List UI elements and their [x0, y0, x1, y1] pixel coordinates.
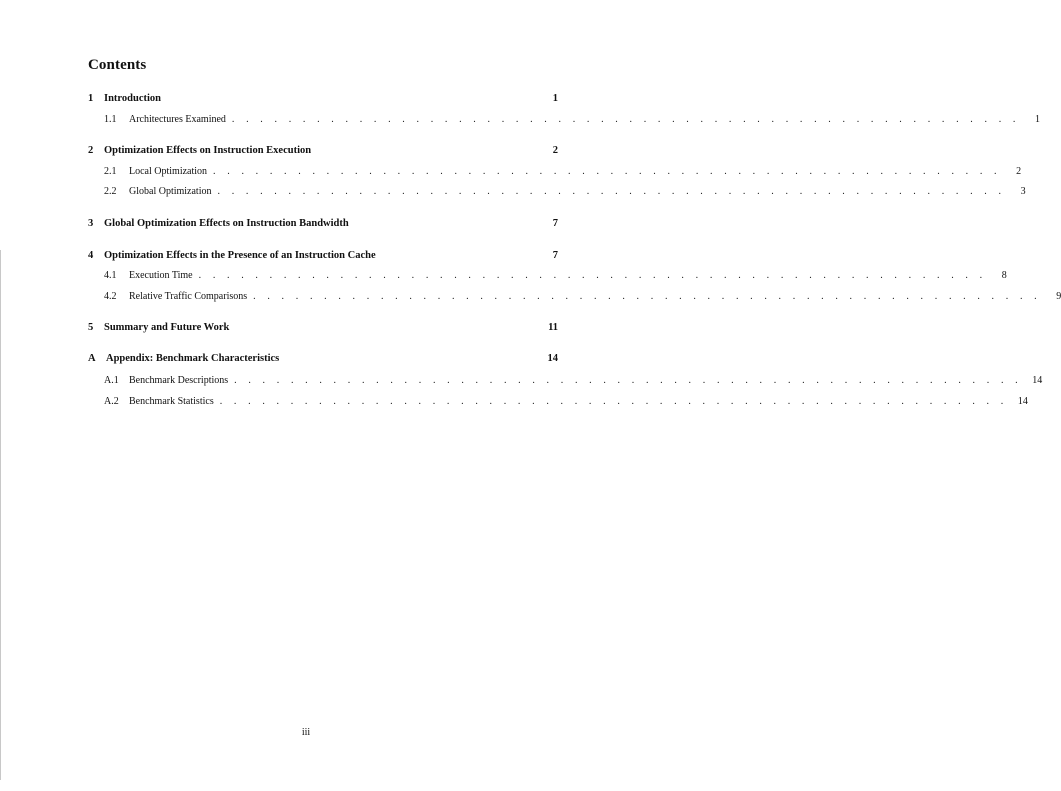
subsection-title: Local Optimization [129, 166, 208, 177]
toc-subsection-1-1[interactable] [88, 114, 1041, 128]
subsection-page: 14 [1017, 396, 1028, 407]
subsection-number: 2.2 [104, 186, 117, 197]
section-page: 7 [552, 218, 558, 229]
subsection-page: 8 [1001, 270, 1007, 281]
dot-leader: . . . . . . . . . . . . . . . . . . . . . . . . . . . . . . . . . . . . . . . . . . . . . . . . . . . . . . . . [219, 396, 1008, 407]
toc-section-appendix[interactable] [88, 353, 558, 367]
dot-leader: . . . . . . . . . . . . . . . . . . . . . . . . . . . . . . . . . . . . . . . . . . . . . . . . . . . . . . . . [234, 375, 1023, 386]
subsection-page: 3 [1020, 186, 1026, 197]
dot-leader: . . . . . . . . . . . . . . . . . . . . . . . . . . . . . . . . . . . . . . . . . . . . . . . . . . . . . . . . [217, 186, 1006, 197]
section-page: 14 [547, 353, 558, 364]
subsection-number: 4.2 [104, 291, 117, 302]
toc-subsection-a-2[interactable] [88, 396, 1028, 410]
dot-leader: . . . . . . . . . . . . . . . . . . . . . . . . . . . . . . . . . . . . . . . . . . . . . . . . . . . . . . . . [231, 114, 1021, 125]
toc-section-4[interactable] [88, 250, 558, 264]
toc-subsection-4-1[interactable] [88, 270, 1007, 284]
section-number: A [88, 353, 96, 364]
subsection-number: 2.1 [104, 166, 117, 177]
section-page: 7 [552, 250, 558, 261]
subsection-title: Relative Traffic Comparisons [129, 291, 248, 302]
section-page: 1 [552, 93, 558, 104]
toc-section-1[interactable] [88, 93, 558, 107]
page-edge-line [0, 250, 1, 780]
section-page: 11 [548, 322, 558, 333]
subsection-page: 1 [1035, 114, 1041, 125]
section-title: Optimization Effects in the Presence of an Instruction Cache [104, 250, 376, 261]
section-title: Global Optimization Effects on Instruction Bandwidth [104, 218, 349, 229]
subsection-title: Architectures Examined [129, 114, 226, 125]
section-number: 5 [88, 322, 94, 333]
toc-section-2[interactable] [88, 145, 558, 159]
toc-subsection-2-2[interactable] [88, 186, 1026, 200]
section-number: 2 [88, 145, 94, 156]
subsection-title: Benchmark Statistics [129, 396, 214, 407]
subsection-number: A.1 [104, 375, 119, 386]
subsection-page: 9 [1056, 291, 1061, 302]
toc-subsection-2-1[interactable] [88, 166, 1022, 180]
section-title: Introduction [104, 93, 161, 104]
toc-section-3[interactable] [88, 218, 558, 232]
section-number: 4 [88, 250, 94, 261]
section-title: Appendix: Benchmark Characteristics [106, 353, 280, 364]
footer-page-number: iii [301, 727, 311, 738]
subsection-number: 1.1 [104, 114, 117, 125]
dot-leader: . . . . . . . . . . . . . . . . . . . . . . . . . . . . . . . . . . . . . . . . . . . . . . . . . . . . . . . . [213, 166, 1002, 177]
subsection-title: Execution Time [129, 270, 193, 281]
section-title: Optimization Effects on Instruction Execution [104, 145, 312, 156]
subsection-page: 2 [1016, 166, 1022, 177]
dot-leader: . . . . . . . . . . . . . . . . . . . . . . . . . . . . . . . . . . . . . . . . . . . . . . . . . . . . . . . . [198, 270, 987, 281]
subsection-title: Global Optimization [129, 186, 212, 197]
toc-subsection-4-2[interactable] [88, 291, 1061, 305]
contents-heading: Contents [88, 57, 147, 73]
section-page: 2 [552, 145, 558, 156]
subsection-title: Benchmark Descriptions [129, 375, 229, 386]
subsection-page: 14 [1032, 375, 1043, 386]
dot-leader: . . . . . . . . . . . . . . . . . . . . . . . . . . . . . . . . . . . . . . . . . . . . . . . . . . . . . . . . [253, 291, 1042, 302]
section-number: 1 [88, 93, 94, 104]
section-number: 3 [88, 218, 94, 229]
subsection-number: A.2 [104, 396, 119, 407]
section-title: Summary and Future Work [104, 322, 230, 333]
toc-section-5[interactable] [88, 322, 558, 336]
subsection-number: 4.1 [104, 270, 117, 281]
toc-subsection-a-1[interactable] [88, 375, 1043, 389]
